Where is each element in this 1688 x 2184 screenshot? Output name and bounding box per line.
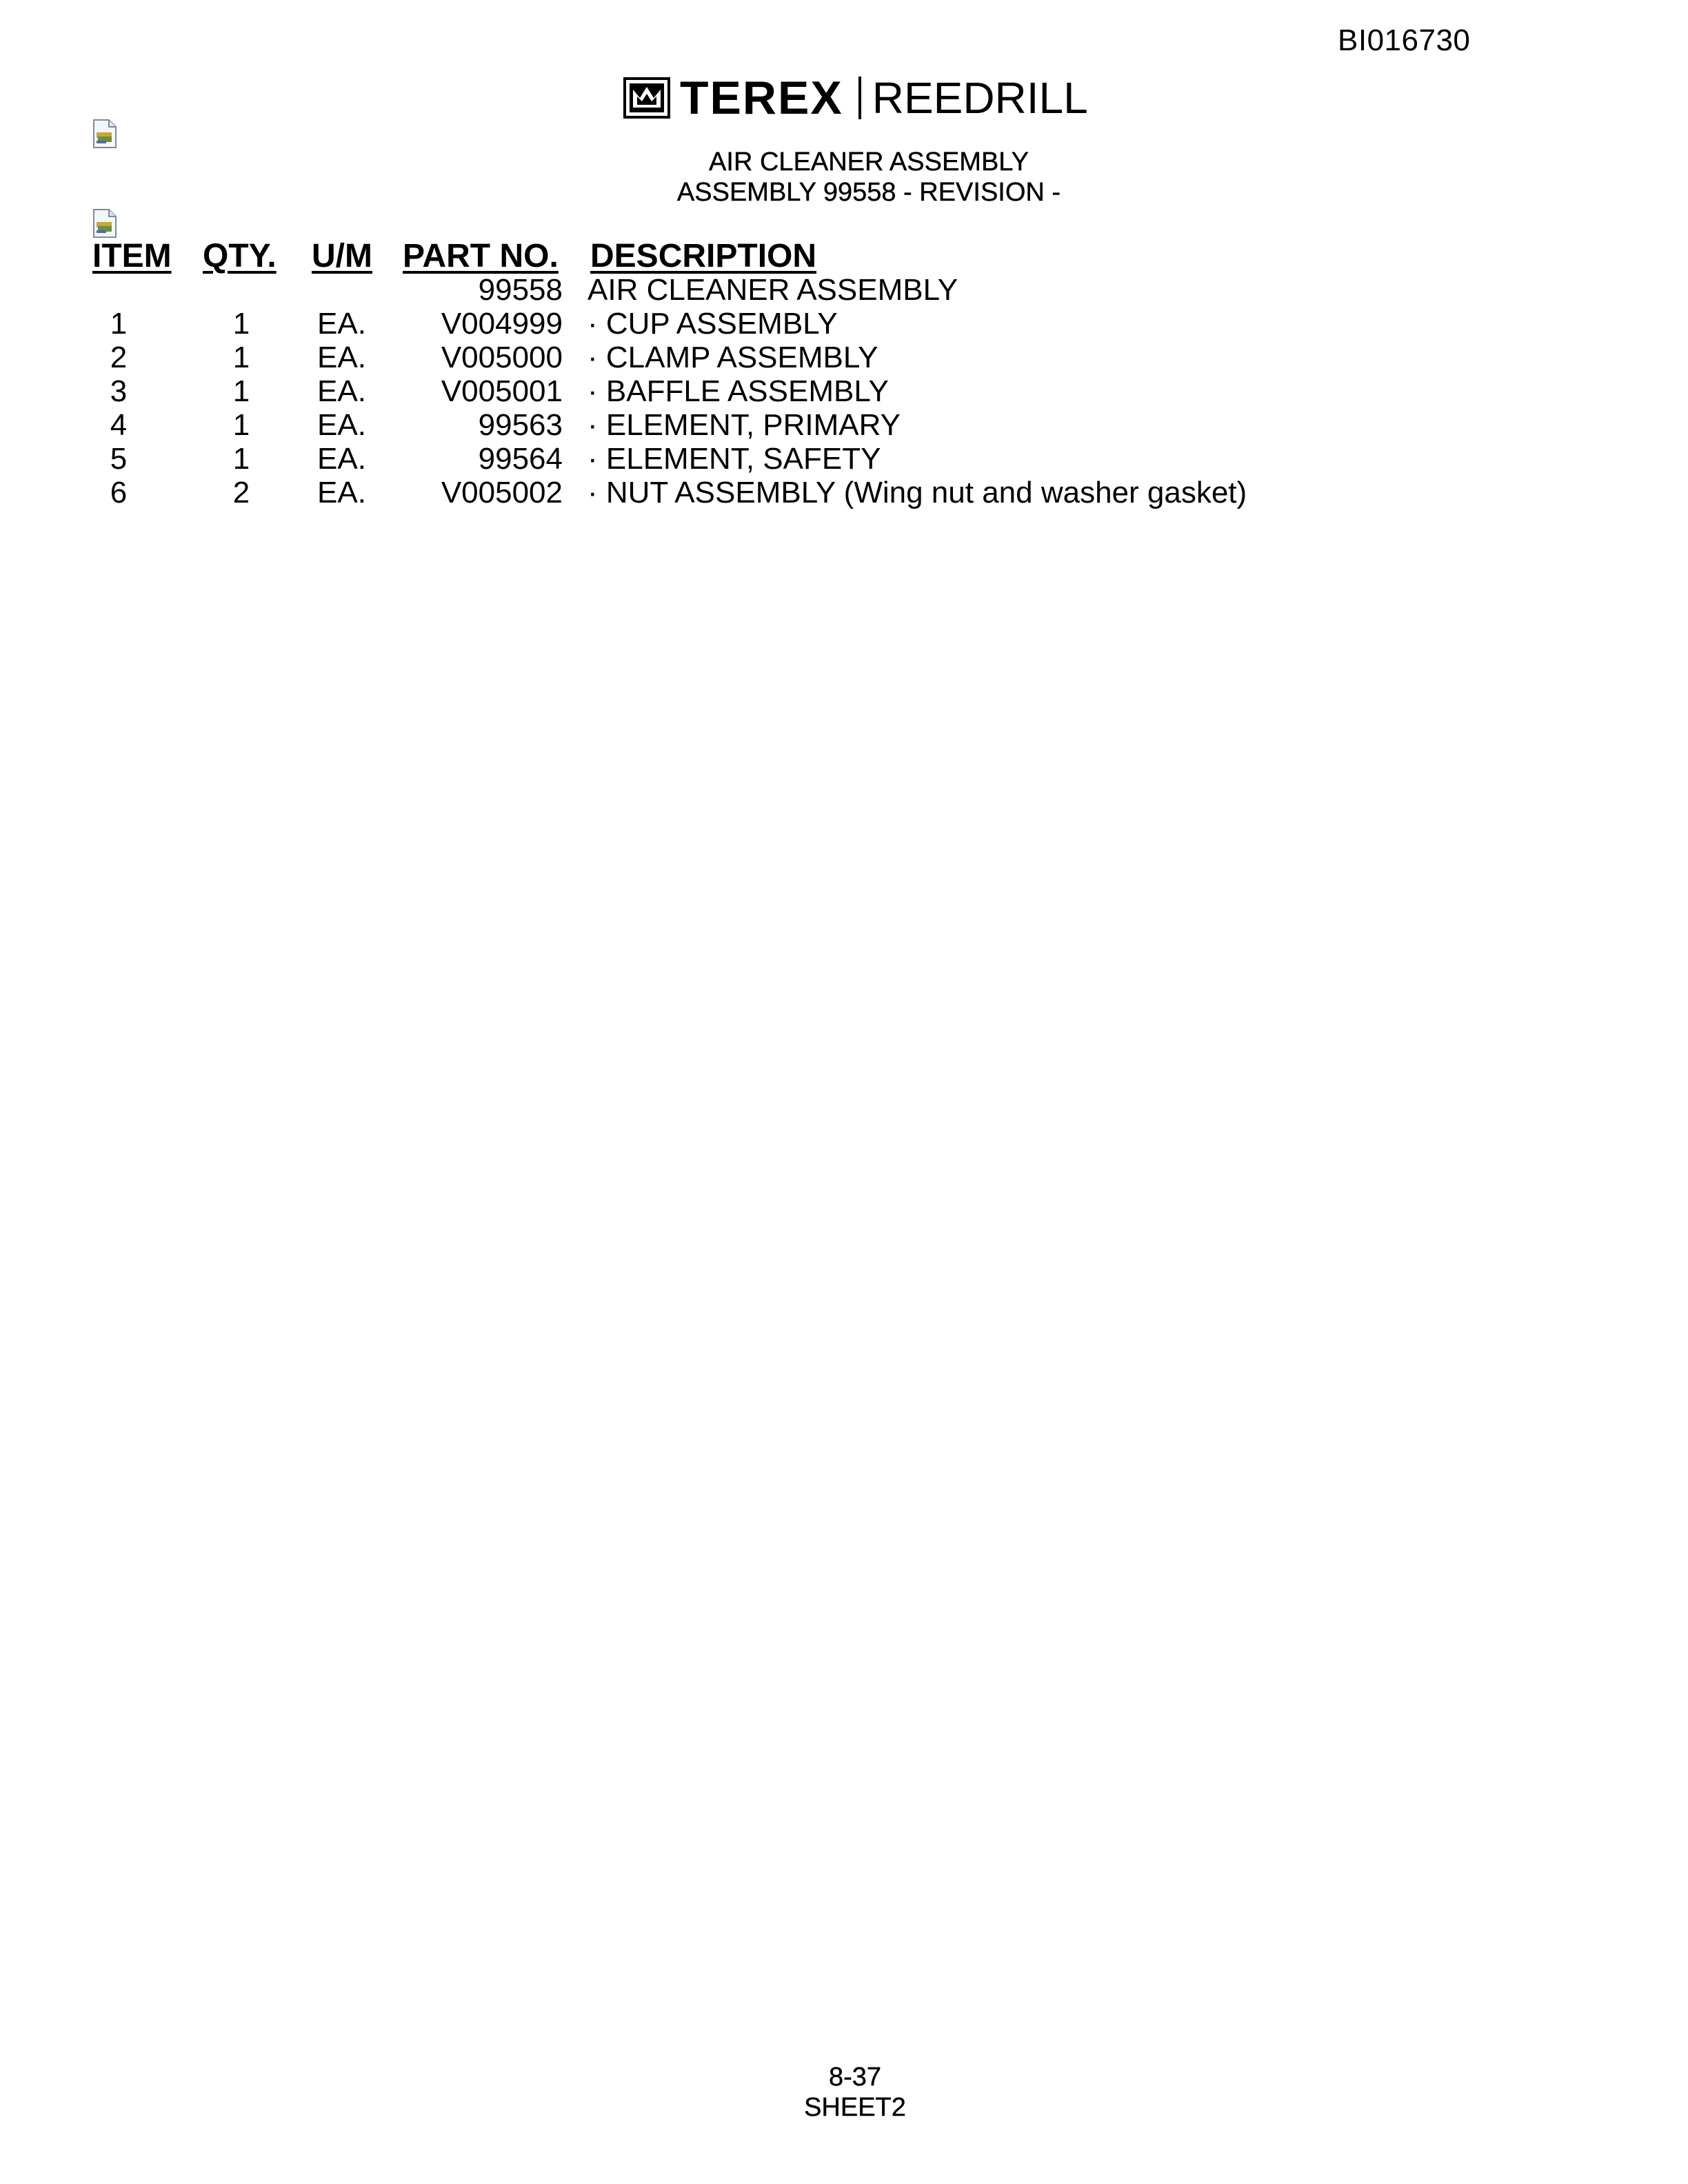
description-cell: · CUP ASSEMBLY	[587, 307, 838, 341]
part-number-cell: V005001	[441, 374, 563, 408]
table-row	[0, 307, 1688, 341]
logo-product-text: REEDRILL	[872, 73, 1088, 123]
terex-emblem-icon	[623, 77, 670, 119]
table-row	[0, 341, 1688, 374]
item-cell: 2	[110, 341, 128, 374]
column-header-um: U/M	[312, 238, 372, 274]
part-number-cell: V004999	[441, 307, 563, 341]
description-cell: · BAFFLE ASSEMBLY	[587, 374, 889, 408]
part-number-cell: 99563	[478, 408, 563, 442]
part-number-cell: 99558	[478, 273, 563, 307]
table-row	[0, 374, 1688, 408]
terex-reedrill-logo	[623, 72, 1088, 124]
qty-cell: 1	[232, 442, 250, 476]
assembly-subtitle: ASSEMBLY 99558 - REVISION -	[676, 178, 1061, 207]
description-cell: · NUT ASSEMBLY (Wing nut and washer gasket)	[587, 476, 1247, 509]
document-icon[interactable]	[91, 208, 119, 239]
qty-cell: 1	[232, 374, 250, 408]
um-cell: EA.	[317, 476, 366, 509]
table-row	[0, 476, 1688, 509]
document-id: BI016730	[1338, 23, 1471, 57]
um-cell: EA.	[317, 442, 366, 476]
assembly-title: AIR CLEANER ASSEMBLY	[709, 148, 1029, 176]
description-cell: AIR CLEANER ASSEMBLY	[587, 273, 958, 307]
item-cell: 1	[110, 307, 128, 341]
description-cell: · ELEMENT, PRIMARY	[587, 408, 901, 442]
item-cell: 3	[110, 374, 128, 408]
part-number-cell: V005000	[441, 341, 563, 374]
um-cell: EA.	[317, 307, 366, 341]
qty-cell: 1	[232, 341, 250, 374]
column-header-part-no: PART NO.	[403, 238, 559, 274]
column-header-item: ITEM	[92, 238, 172, 274]
qty-cell: 2	[232, 476, 250, 509]
column-header-qty: QTY.	[203, 238, 277, 274]
um-cell: EA.	[317, 374, 366, 408]
sheet-label: SHEET2	[804, 2093, 906, 2122]
description-cell: · CLAMP ASSEMBLY	[587, 341, 878, 374]
item-cell: 4	[110, 408, 128, 442]
page-number: 8-37	[828, 2063, 882, 2092]
table-row	[0, 442, 1688, 476]
column-header-description: DESCRIPTION	[590, 238, 817, 274]
part-number-cell: V005002	[441, 476, 563, 509]
logo-divider	[858, 77, 861, 119]
description-cell: · ELEMENT, SAFETY	[587, 442, 881, 476]
qty-cell: 1	[232, 307, 250, 341]
logo-brand-text: TEREX	[680, 72, 843, 124]
item-cell: 5	[110, 442, 128, 476]
qty-cell: 1	[232, 408, 250, 442]
um-cell: EA.	[317, 408, 366, 442]
item-cell: 6	[110, 476, 128, 509]
table-row	[0, 273, 1688, 307]
document-icon[interactable]	[91, 119, 119, 149]
um-cell: EA.	[317, 341, 366, 374]
part-number-cell: 99564	[478, 442, 563, 476]
table-row	[0, 408, 1688, 442]
